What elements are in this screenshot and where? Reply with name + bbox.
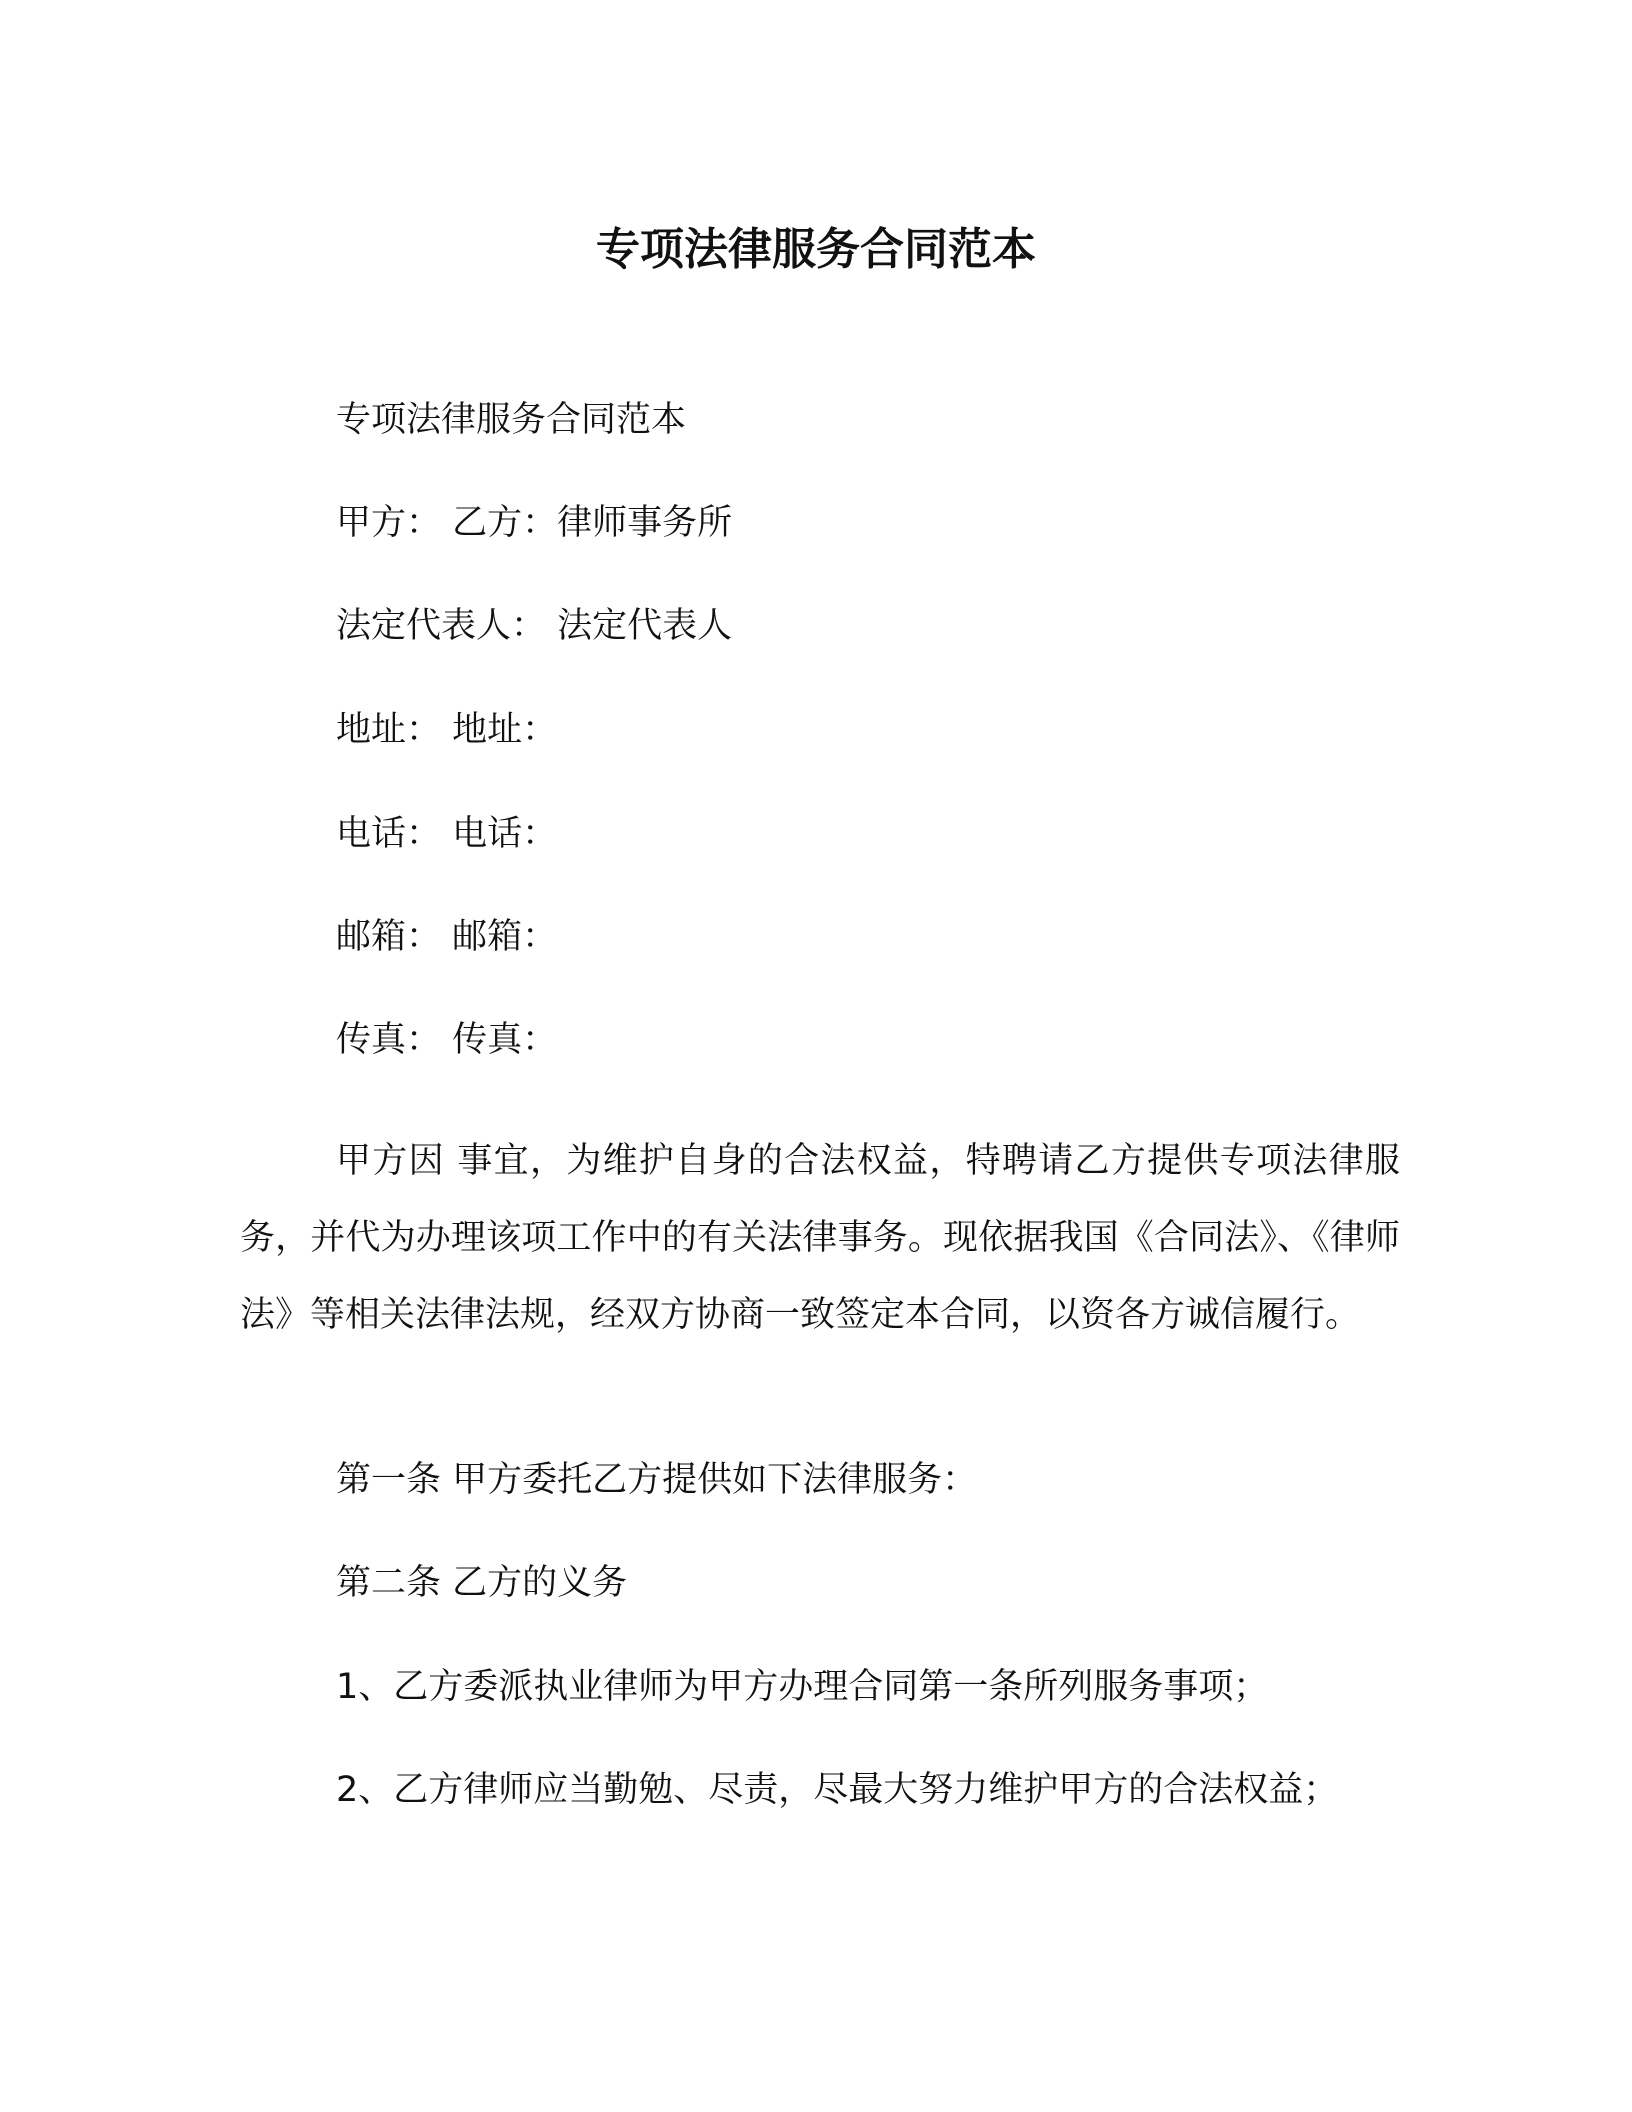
phone-line: 电话： 电话： bbox=[336, 814, 558, 854]
document-title: 专项法律服务合同范本 bbox=[596, 224, 1036, 275]
address-line: 地址： 地址： bbox=[336, 710, 558, 750]
preamble-paragraph: 甲方因 事宜，为维护自身的合法权益，特聘请乙方提供专项法律服务，并代为办理该项工作中的有关法律事务。现依据我国《合同法》、《律师法》等相关法律法规，经双方协商一致签定本合同，以资各方诚信履行。 bbox=[240, 1141, 1400, 1335]
email-line: 邮箱： 邮箱： bbox=[336, 917, 558, 957]
article-2: 第二条 乙方的义务 bbox=[336, 1563, 628, 1603]
parties-line: 甲方： 乙方：律师事务所 bbox=[336, 503, 733, 543]
clause-2: 2、乙方律师应当勤勉、尽责，尽最大努力维护甲方的合法权益； bbox=[336, 1770, 1339, 1810]
document-subtitle: 专项法律服务合同范本 bbox=[336, 400, 687, 440]
fax-line: 传真： 传真： bbox=[336, 1020, 558, 1060]
clause-1: 1、乙方委派执业律师为甲方办理合同第一条所列服务事项； bbox=[336, 1667, 1269, 1707]
representative-line: 法定代表人： 法定代表人 bbox=[336, 606, 733, 646]
article-1: 第一条 甲方委托乙方提供如下法律服务： bbox=[336, 1460, 978, 1500]
